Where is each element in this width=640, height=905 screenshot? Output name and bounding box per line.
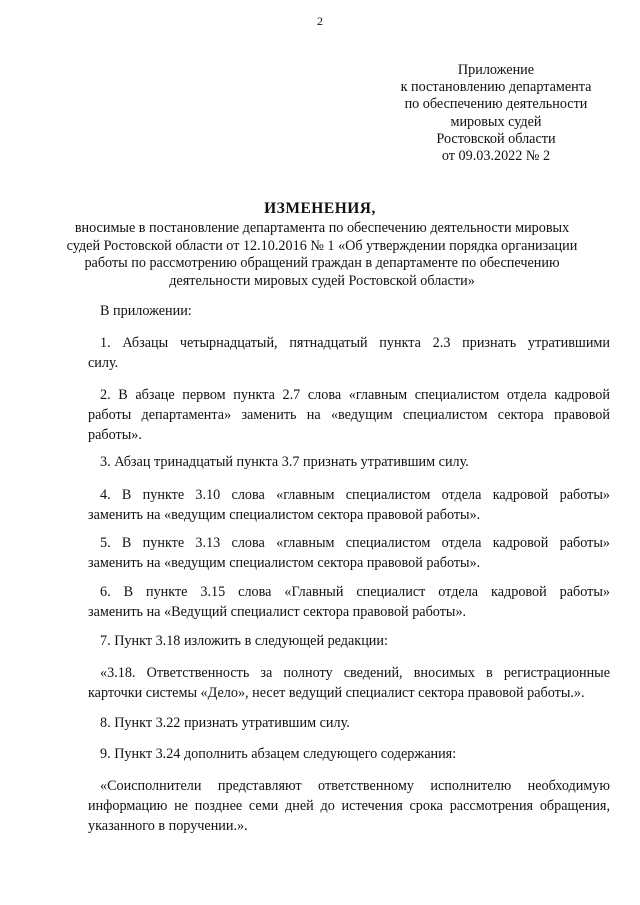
page-number: 2 [317,14,323,28]
item-paragraph [88,452,610,472]
item-line: 9. Пункт 3.24 дополнить абзацем следующего содержания: [100,746,457,762]
item-line: 3. Абзац тринадцатый пункта 3.7 признать утратившим силу. [100,454,469,470]
item-paragraph [88,744,610,764]
item-paragraph [88,713,610,733]
item-line: 2. В абзаце первом пункта 2.7 слова «главным специалистом отдела кадровой [100,387,610,403]
item-line: силу. [88,355,119,371]
item-line: 8. Пункт 3.22 признать утратившим силу. [100,715,350,731]
document-title: ИЗМЕНЕНИЯ, [264,200,376,217]
appendix-header [355,62,637,165]
item-paragraph [88,582,610,622]
intro-paragraph [88,301,610,321]
item-line: заменить на «Ведущий специалист сектора правовой работы». [88,604,467,620]
item-paragraph [88,385,610,445]
item-paragraph [88,631,610,651]
item-line: информацию не позднее семи дней до истечения срока рассмотрения обращения, [88,798,610,814]
item-line: указанного в поручении.». [88,818,248,834]
item-line: 4. В пункте 3.10 слова «главным специалистом отдела кадровой работы» [100,487,610,503]
appendix-line: по обеспечению деятельности [404,96,588,113]
item-line: «3.18. Ответственность за полноту сведений, вносимых в регистрационные [100,665,610,681]
item-line: «Соисполнители представляют ответственному исполнителю необходимую [100,778,610,794]
item-line: заменить на «ведущим специалистом сектора правовой работы». [88,507,481,523]
quote-paragraph [88,663,610,703]
item-line: работы департамента» заменить на «ведущим специалистом сектора правовой [88,407,610,423]
appendix-line: от 09.03.2022 № 2 [441,148,551,165]
item-line: работы». [88,427,142,443]
item-line: 5. В пункте 3.13 слова «главным специалистом отдела кадровой работы» [100,535,610,551]
appendix-line: мировых судей [450,113,542,130]
document-subtitle [60,220,584,290]
item-line: 1. Абзацы четырнадцатый, пятнадцатый пункта 2.3 признать утратившими [100,335,610,351]
item-line: карточки системы «Дело», несет ведущий специалист сектора правовой работы.». [88,685,585,701]
intro-text: В приложении: [100,303,192,319]
appendix-line: Ростовской области [436,130,556,147]
item-paragraph [88,533,610,573]
appendix-line: Приложение [457,62,535,78]
item-paragraph [88,485,610,525]
subtitle-line: вносимые в постановление департамента по обеспечению деятельности мировых [74,220,570,236]
subtitle-line: судей Ростовской области от 12.10.2016 № 1 «Об утверждении порядка организации [66,237,578,254]
item-line: заменить на «ведущим специалистом сектора правовой работы». [88,555,481,571]
item-line: 7. Пункт 3.18 изложить в следующей редакции: [100,633,388,649]
appendix-line: к постановлению департамента [400,79,592,96]
subtitle-line: деятельности мировых судей Ростовской области» [169,272,475,289]
quote-paragraph [88,776,610,836]
item-line: 6. В пункте 3.15 слова «Главный специалист отдела кадровой работы» [100,584,610,600]
subtitle-line: работы по рассмотрению обращений граждан в департаменте по обеспечению [84,255,560,272]
item-paragraph [88,333,610,373]
